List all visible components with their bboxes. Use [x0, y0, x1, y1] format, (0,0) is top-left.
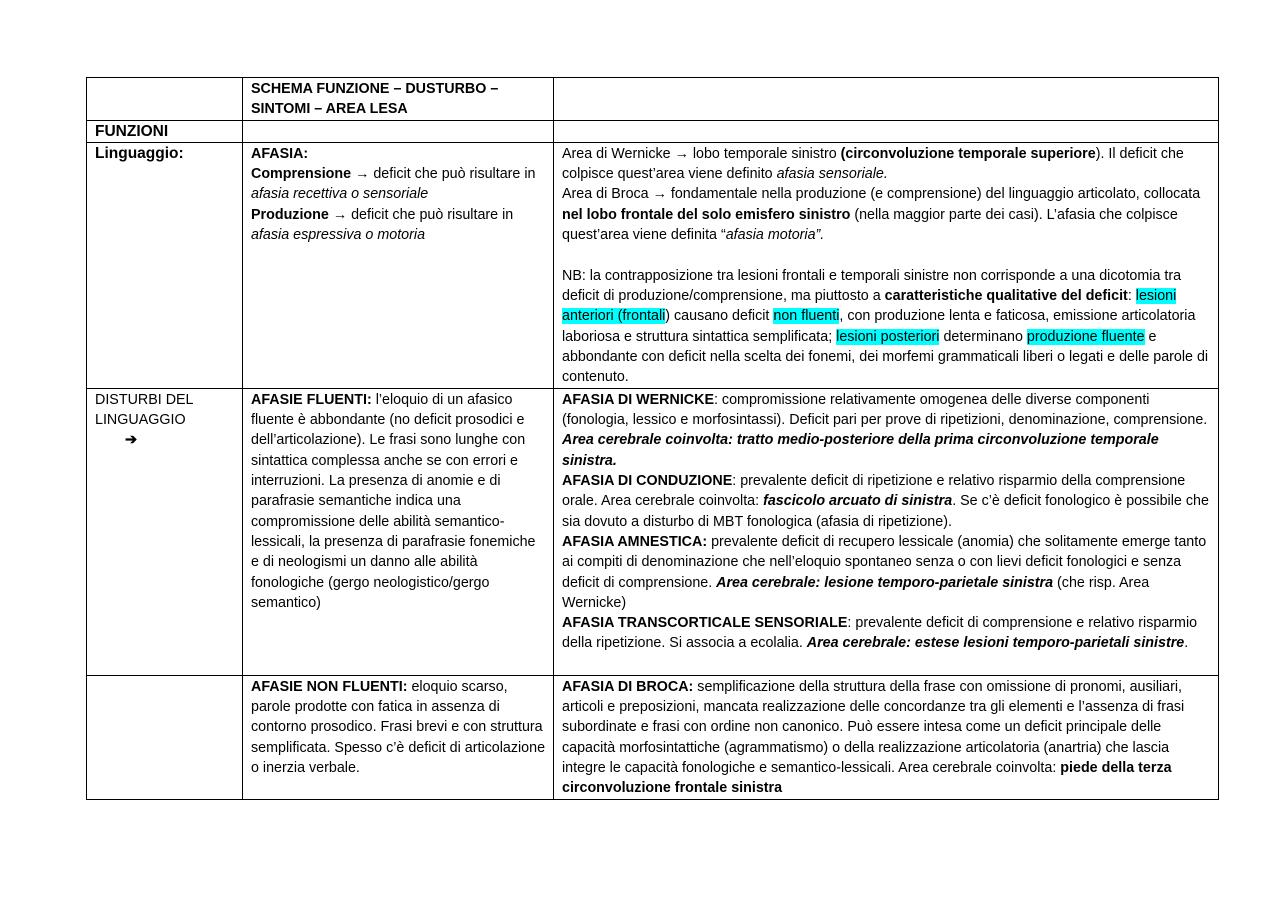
- schema-table: [86, 77, 1219, 800]
- area-broca-bold: nel lobo frontale del solo emisfero sinistro: [562, 206, 851, 223]
- non-fluenti-title: AFASIE NON FLUENTI:: [251, 678, 408, 695]
- amnestica-text2: (che risp. Area Wernicke): [562, 574, 1150, 611]
- arrow-right-icon: ➔: [125, 432, 137, 449]
- afasia-cell: [243, 142, 554, 388]
- highlight-non-fluenti: non fluenti: [773, 308, 840, 325]
- conduzione-title: AFASIA DI CONDUZIONE: [562, 473, 733, 490]
- area-broca-text: Area di Broca: [562, 186, 653, 203]
- header-row: [87, 78, 1219, 121]
- nb-text: ) causano deficit: [665, 308, 774, 325]
- afasie-fluenti-text: l’eloquio di un afasico fluente è abbondante (no deficit prosodici e dell’articolazione). Le frasi sono lunghe con sintattica complessa anche se con errori e interruzioni. La presenza di anomie e di parafrasie semantiche indica una compromissione delle abilità semantico-lessicali, la presenza di parafrasie fonemiche e di neologismi un danno alle abilità fonologiche (gergo neologistico/gergo semantico): [251, 391, 536, 611]
- wernicke-title: AFASIA DI WERNICKE: [562, 391, 714, 408]
- funzioni-label-cell: [87, 120, 243, 142]
- afasie-non-fluenti-cell: [243, 675, 554, 799]
- transcorticale-title: AFASIA TRANSCORTICALE SENSORIALE: [562, 615, 848, 632]
- nb-bold: caratteristiche qualitative del deficit: [884, 287, 1128, 304]
- area-wernicke-cont: ). Il deficit che colpisce quest’area viene definito: [562, 145, 1184, 183]
- area-wernicke-bold: (circonvoluzione temporale superiore: [840, 145, 1096, 162]
- linguaggio-label: Linguaggio:: [95, 144, 184, 162]
- header-title-line1: SCHEMA FUNZIONE – DUSTURBO –: [251, 81, 499, 97]
- transcorticale-text: : prevalente deficit di comprensione e relativo risparmio della ripetizione. Si associa a ecolalia.: [562, 615, 1198, 652]
- produzione-label: Produzione: [251, 206, 329, 223]
- highlight-lesioni-posteriori: lesioni posteriori: [836, 328, 940, 345]
- header-title-line2: SINTOMI – AREA LESA: [251, 101, 408, 118]
- area-broca-cont2: (nella maggior parte dei casi). L’afasia che colpisce quest’area viene definita “: [562, 206, 1178, 244]
- linguaggio-label-cell: [87, 142, 243, 388]
- comprensione-label: Comprensione: [251, 166, 352, 183]
- arrow-icon: →: [652, 186, 667, 203]
- non-fluenti-text: eloquio scarso, parole prodotte con fatica in assenza di contorno prosodico. Frasi brevi e con struttura semplificata. Spesso c’è deficit di articolazione o inerzia verbale.: [251, 678, 546, 777]
- header-empty-cell-right: [554, 78, 1219, 121]
- non-fluenti-empty-cell: [87, 675, 243, 799]
- disturbi-label-line2: LINGUAGGIO: [95, 412, 186, 429]
- highlight-produzione-fluente: produzione fluente: [1026, 328, 1145, 345]
- conduzione-text2: . Se c’è deficit fonologico è possibile che sia dovuto a disturbo di MBT fonologica (afasia di ripetizione).: [562, 493, 1209, 530]
- nb-text: , con produzione lenta e faticosa, emissione articolatoria laboriosa e struttura sintattica semplificata;: [562, 308, 1196, 345]
- area-broca-italic: afasia motoria”.: [725, 227, 825, 244]
- wernicke-text: : compromissione relativamente omogenea delle diverse componenti (fonologia, lessico e morfosintassi). Deficit pari per prove di ripetizioni, denominazione, comprensione.: [562, 391, 1208, 429]
- nb-text: e abbondante con deficit nella scelta dei fonemi, dei morfemi grammaticali liberi o legati e delle parole di contenuto.: [562, 328, 1209, 386]
- afasie-fluenti-cell: [243, 388, 554, 675]
- funzioni-empty-cell-right: [554, 120, 1219, 142]
- disturbi-label-cell: [87, 388, 243, 675]
- broca-title: AFASIA DI BROCA:: [562, 678, 694, 695]
- transcorticale-area: Area cerebrale: estese lesioni temporo-parietali sinistre: [806, 635, 1185, 652]
- area-lesa-cell: [554, 142, 1219, 388]
- comprensione-text: deficit che può risultare in: [369, 166, 536, 183]
- arrow-icon: →: [674, 145, 689, 162]
- broca-text: semplificazione della struttura della frase con omissione di pronomi, ausiliari, articoli e preposizioni, mancata realizzazione delle concordanze tra gli elementi e l’assenza di frasi subordinate e frasi con ordine non canonico. Può essere intesa come un deficit principale delle capacità morfosintattiche (agrammatismo) o della realizzazione articolatoria (anartria) che lascia integre le capacità fonologiche e semantico-lessicali. Area cerebrale coinvolta:: [562, 678, 1185, 777]
- wernicke-area: Area cerebrale coinvolta: tratto medio-posteriore della prima circonvoluzione temporale sinistra.: [562, 432, 1159, 469]
- area-wernicke-text: Area di Wernicke: [562, 145, 675, 162]
- produzione-text: deficit che può risultare in: [347, 206, 514, 223]
- comprensione-italic: afasia recettiva o sensoriale: [251, 186, 429, 203]
- arrow-icon: →: [332, 206, 348, 223]
- transcorticale-end: .: [1184, 635, 1189, 652]
- nb-text: :: [1127, 287, 1136, 304]
- highlight-lesioni-anteriori: lesioni anteriori (frontali: [562, 287, 1177, 325]
- header-empty-cell: [87, 78, 243, 121]
- nb-text: NB: la contrapposizione tra lesioni frontali e temporali sinistre non corrisponde a una dicotomia tra deficit di produzione/comprensione, ma piuttosto a: [562, 267, 1182, 304]
- amnestica-title: AFASIA AMNESTICA:: [562, 533, 708, 550]
- linguaggio-row: [87, 142, 1219, 388]
- funzioni-row: [87, 120, 1219, 142]
- area-wernicke-italic: afasia sensoriale.: [776, 166, 888, 183]
- conduzione-text: : prevalente deficit di ripetizione e relativo risparmio della comprensione orale. Area cerebrale coinvolta:: [562, 473, 1186, 510]
- conduzione-area: fascicolo arcuato di sinistra: [763, 493, 953, 510]
- broca-cell: [554, 675, 1219, 799]
- amnestica-area: Area cerebrale: lesione temporo-parietale sinistra: [716, 574, 1054, 591]
- afasie-fluenti-title: AFASIE FLUENTI:: [251, 391, 372, 408]
- funzioni-label: FUNZIONI: [95, 122, 169, 140]
- header-title-cell: [243, 78, 554, 121]
- arrow-icon: →: [355, 166, 370, 183]
- non-fluenti-row: [87, 675, 1219, 799]
- area-wernicke-lobo: lobo temporale sinistro: [688, 145, 841, 162]
- disturbi-row: [87, 388, 1219, 675]
- disturbi-label-line1: DISTURBI DEL: [95, 391, 194, 408]
- afasia-title: AFASIA:: [251, 145, 309, 162]
- funzioni-empty-cell: [243, 120, 554, 142]
- area-broca-cont: fondamentale nella produzione (e comprensione) del linguaggio articolato, collocata: [666, 186, 1201, 203]
- broca-area: piede della terza circonvoluzione frontale sinistra: [562, 760, 1172, 797]
- amnestica-text: prevalente deficit di recupero lessicale (anomia) che solitamente emerge tanto ai compiti di denominazione che nell’eloquio spontaneo senza o con lievi deficit fonologici e senza deficit di comprensione.: [562, 533, 1207, 591]
- afasie-fluenti-types-cell: [554, 388, 1219, 675]
- produzione-italic: afasia espressiva o motoria: [251, 227, 426, 244]
- nb-text: determinano: [939, 328, 1027, 345]
